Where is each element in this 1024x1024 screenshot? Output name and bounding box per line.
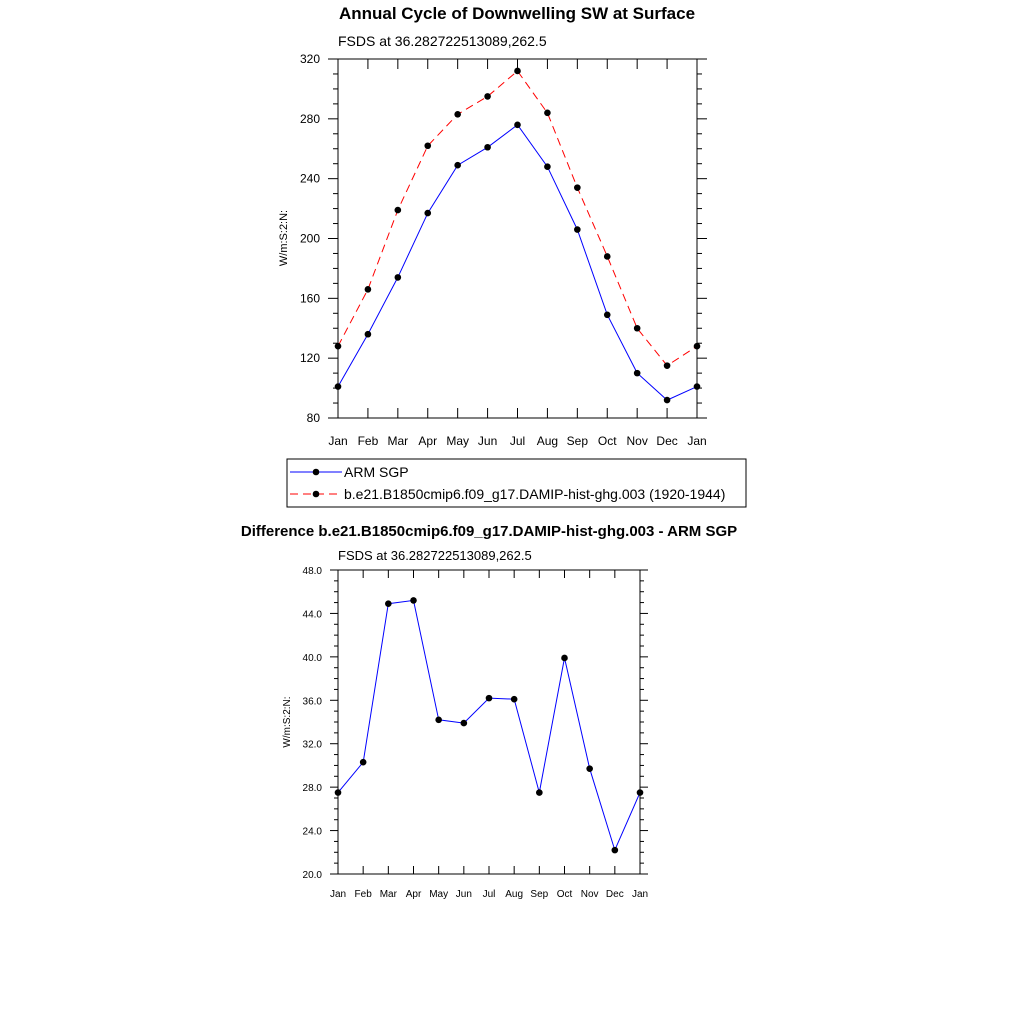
y-tick-label: 24.0 <box>302 826 322 838</box>
data-point <box>664 362 671 369</box>
legend-label-arm-sgp: ARM SGP <box>344 464 409 480</box>
data-point <box>454 111 461 118</box>
y-tick-label: 28.0 <box>302 783 322 795</box>
data-point <box>634 370 641 377</box>
data-point <box>461 720 468 727</box>
annual-cycle-chart <box>278 4 746 507</box>
y-tick-label: 280 <box>299 111 320 126</box>
x-tick-label: Mar <box>379 889 397 900</box>
y-tick-label: 320 <box>299 52 320 66</box>
data-point <box>694 343 701 350</box>
data-point <box>574 226 581 233</box>
data-point <box>454 162 461 169</box>
difference-chart <box>241 523 737 900</box>
x-tick-label: Jan <box>687 434 707 448</box>
series-line-1 <box>338 71 697 366</box>
y-tick-label: 44.0 <box>302 609 322 621</box>
data-point <box>385 600 392 607</box>
data-point <box>536 789 543 796</box>
x-tick-label: May <box>446 434 470 448</box>
data-point <box>365 331 372 338</box>
x-tick-label: May <box>429 889 449 900</box>
legend-marker-arm-sgp <box>313 469 320 476</box>
plot-frame <box>338 59 697 418</box>
data-point <box>424 210 431 217</box>
y-tick-label: 32.0 <box>302 739 322 751</box>
x-tick-label: Mar <box>387 434 409 448</box>
chart2-axes <box>303 566 649 900</box>
chart1-title: Annual Cycle of Downwelling SW at Surface <box>338 4 696 23</box>
x-tick-label: Feb <box>357 434 379 448</box>
x-tick-label: Jul <box>482 889 496 900</box>
data-point <box>484 144 491 151</box>
data-point <box>484 93 491 100</box>
chart1-ylabel: W/m:S:2:N: <box>278 209 290 267</box>
chart2-ylabel: W/m:S:2:N: <box>282 696 293 748</box>
x-tick-label: Oct <box>556 889 573 900</box>
x-tick-label: Nov <box>626 434 648 448</box>
x-tick-label: Dec <box>605 889 624 900</box>
data-point <box>514 122 521 129</box>
data-point <box>410 597 417 604</box>
x-tick-label: Jun <box>455 889 472 900</box>
x-tick-label: Jan <box>328 434 348 448</box>
x-tick-label: Aug <box>536 434 559 448</box>
data-point <box>395 274 402 281</box>
data-point <box>586 765 593 772</box>
chart2-title: Difference b.e21.B1850cmip6.f09_g17.DAMIP-hist-ghg.003 - ARM SGP <box>240 523 738 540</box>
x-tick-label: Feb <box>354 889 372 900</box>
series-line-0 <box>338 125 697 400</box>
x-tick-label: Aug <box>505 889 524 900</box>
data-point <box>694 383 701 390</box>
data-point <box>604 253 611 260</box>
data-point <box>435 717 442 724</box>
y-tick-label: 48.0 <box>302 566 322 577</box>
data-point <box>544 163 551 170</box>
y-tick-label: 160 <box>299 291 320 306</box>
x-tick-label: Apr <box>418 434 438 448</box>
x-tick-label: Jan <box>329 889 347 900</box>
y-tick-label: 240 <box>299 171 320 186</box>
data-point <box>424 142 431 149</box>
chart1-axes <box>300 52 707 448</box>
data-point <box>360 759 367 766</box>
chart2-subtitle: FSDS at 36.282722513089,262.5 <box>338 548 532 563</box>
x-tick-label: Sep <box>566 434 589 448</box>
y-tick-label: 40.0 <box>302 652 322 664</box>
y-tick-label: 36.0 <box>302 696 322 708</box>
data-point <box>335 343 342 350</box>
x-tick-label: Sep <box>530 889 549 900</box>
chart2-series <box>335 597 644 853</box>
data-point <box>574 184 581 191</box>
data-point <box>664 397 671 404</box>
data-point <box>604 311 611 318</box>
data-point <box>637 789 644 796</box>
chart1-series <box>335 68 701 404</box>
data-point <box>544 110 551 117</box>
y-tick-label: 80 <box>306 411 320 425</box>
chart1-subtitle: FSDS at 36.282722513089,262.5 <box>338 33 547 49</box>
data-point <box>395 207 402 214</box>
data-point <box>365 286 372 293</box>
x-tick-label: Jan <box>631 889 649 900</box>
x-tick-label: Oct <box>597 434 617 448</box>
chart1-legend <box>287 459 746 507</box>
y-tick-label: 20.0 <box>302 870 322 881</box>
x-tick-label: Jul <box>509 434 526 448</box>
y-tick-label: 120 <box>299 351 320 366</box>
legend-label-model: b.e21.B1850cmip6.f09_g17.DAMIP-hist-ghg.003 (1920-1944) <box>344 486 726 502</box>
x-tick-label: Dec <box>656 434 678 448</box>
y-tick-label: 200 <box>299 231 320 246</box>
data-point <box>634 325 641 332</box>
data-point <box>511 696 518 703</box>
data-point <box>335 383 342 390</box>
x-tick-label: Apr <box>405 889 422 900</box>
data-point <box>612 847 619 854</box>
plot-frame <box>338 570 640 874</box>
series-line-0 <box>338 600 640 850</box>
data-point <box>514 68 521 75</box>
data-point <box>561 655 568 662</box>
legend-marker-model <box>313 491 320 498</box>
data-point <box>335 789 342 796</box>
x-tick-label: Jun <box>477 434 498 448</box>
x-tick-label: Nov <box>580 889 599 900</box>
data-point <box>486 695 493 702</box>
